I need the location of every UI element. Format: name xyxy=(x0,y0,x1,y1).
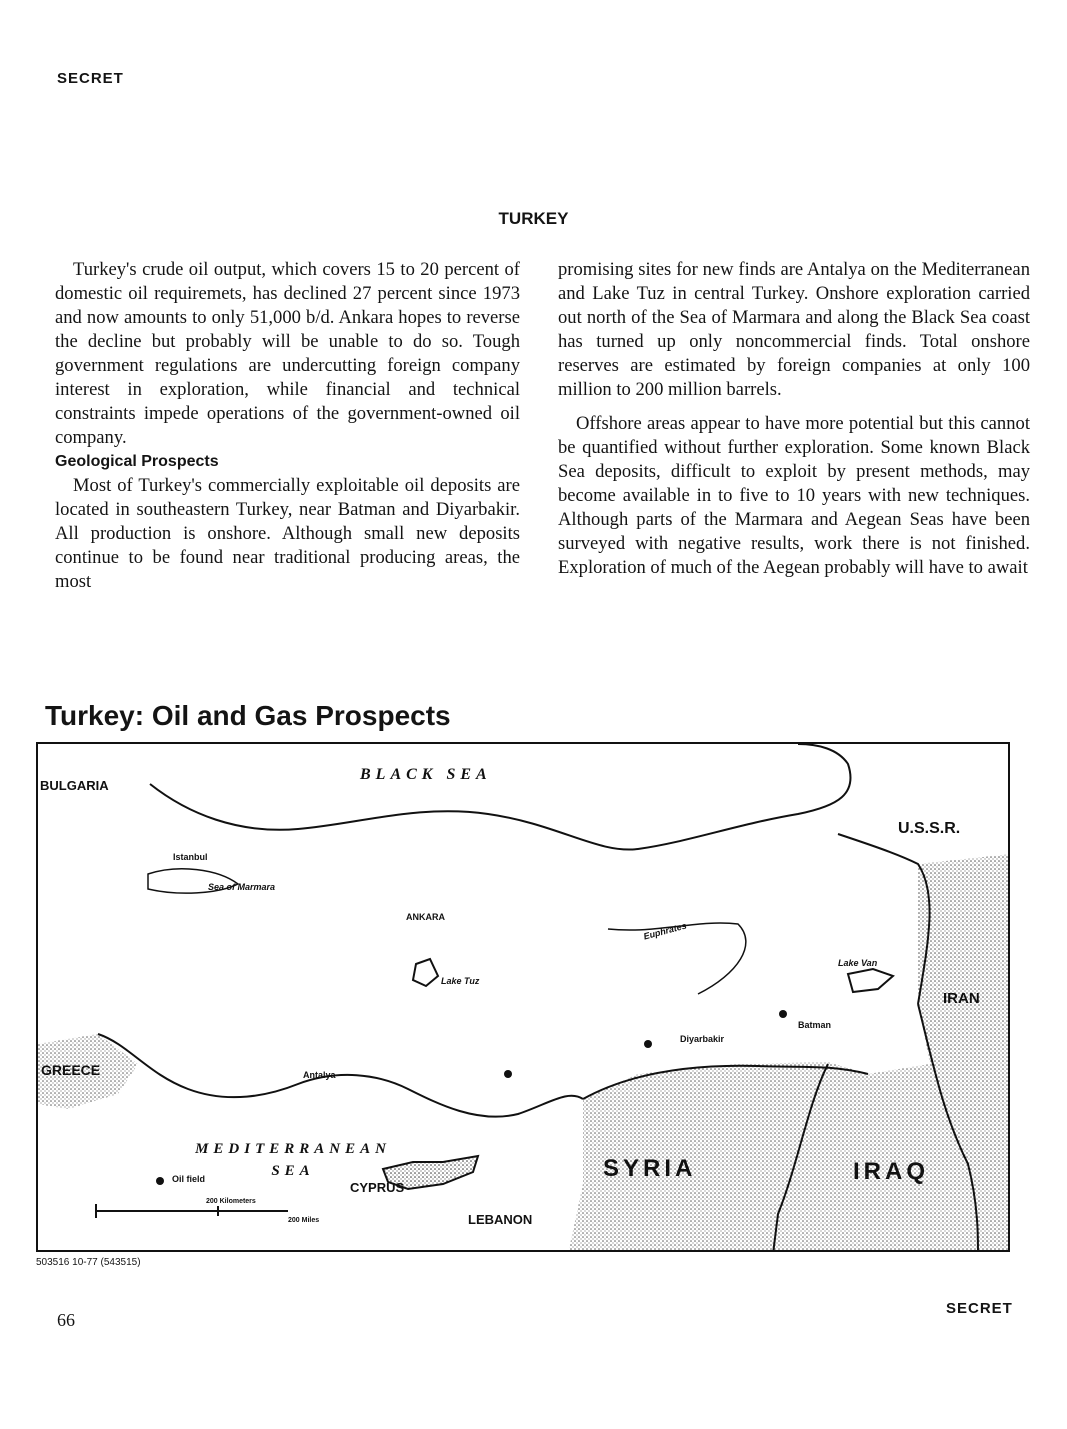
text-column-right xyxy=(558,258,1030,580)
subheading-geological-prospects: Geological Prospects xyxy=(55,453,219,470)
black-sea-coastline xyxy=(150,744,851,850)
oil-field-dot xyxy=(504,1070,512,1078)
label-cyprus: CYPRUS xyxy=(350,1180,405,1195)
label-ankara: ANKARA xyxy=(406,912,445,922)
label-iraq: IRAQ xyxy=(853,1158,929,1185)
label-ussr: U.S.S.R. xyxy=(898,820,961,837)
map-title: Turkey: Oil and Gas Prospects xyxy=(45,700,451,731)
label-euphrates: Euphrates xyxy=(642,920,688,942)
scale-kilometers-label: 200 Kilometers xyxy=(206,1198,256,1205)
paragraph-offshore: Offshore areas appear to have more potential but this cannot be quantified without further exploration. Some known Black Sea deposits, difficult to exploit by present methods, may become available in to five to 10 years with new techniques. Although parts of the Marmara and Aegean Seas have been surveyed with negative results, work there is not finished. Exploration of much of the Aegean probably will have to await xyxy=(558,413,1030,578)
label-istanbul: Istanbul xyxy=(173,852,208,862)
legend-oil-field-label: Oil field xyxy=(172,1174,206,1184)
lake-tuz-shape xyxy=(413,959,438,986)
turkey-oil-gas-map xyxy=(36,742,1010,1252)
scale-miles-label: 200 Miles xyxy=(288,1217,320,1224)
label-black-sea: BLACK SEA xyxy=(360,766,492,783)
label-mediterranean-sea: MEDITERRANEAN SEA xyxy=(195,1141,391,1179)
paragraph-oil-output: Turkey's crude oil output, which covers 15 to 20 percent of domestic oil requiremets, has declined 27 percent since 1973 and now amounts to only 51,000 b/d. Ankara hopes to reverse the decline but probably will be unable to do so. Tough government regulations are undercutting foreign company interest in exploration, while financial and technical constraints impede operations of the government-owned oil company. xyxy=(55,259,520,448)
legend-oil-field-dot xyxy=(156,1177,164,1185)
oil-field-dot xyxy=(779,1010,787,1018)
page-number: 66 xyxy=(57,1310,75,1330)
label-greece: GREECE xyxy=(41,1062,101,1078)
label-antalya: Antalya xyxy=(303,1070,336,1080)
text-column-left xyxy=(55,258,520,594)
label-iran: IRAN xyxy=(943,990,980,1007)
paragraph-promising-sites: promising sites for new finds are Antalya on the Mediterranean and Lake Tuz in central Turkey. Onshore exploration carried out north of the Sea of Marmara and along the Black Sea coast has turned up only noncommercial finds. Total onshore reserves are estimated by foreign companies at only 100 million to 200 million barrels. xyxy=(558,259,1030,400)
lake-van-shape xyxy=(848,969,893,992)
label-sea-of-marmara: Sea of Marmara xyxy=(208,882,276,892)
map-credit-code: 503516 10-77 (543515) xyxy=(36,1257,141,1268)
classification-marking-top: SECRET xyxy=(57,70,124,87)
label-syria: SYRIA xyxy=(603,1155,697,1182)
paragraph-deposits: Most of Turkey's commercially exploitable oil deposits are located in southeastern Turkey, near Batman and Diyarbakir. All production is onshore. Although small new deposits continue to be found near traditional producing areas, the most xyxy=(55,475,520,592)
label-lake-tuz: Lake Tuz xyxy=(441,976,480,986)
label-diyarbakir: Diyarbakir xyxy=(680,1034,725,1044)
label-bulgaria: BULGARIA xyxy=(40,778,109,793)
label-batman: Batman xyxy=(798,1020,832,1030)
section-title: TURKEY xyxy=(498,209,569,228)
euphrates-river xyxy=(608,923,746,994)
label-lebanon: LEBANON xyxy=(468,1212,533,1227)
classification-marking-bottom: SECRET xyxy=(946,1300,1013,1317)
oil-field-dot xyxy=(644,1040,652,1048)
label-lake-van: Lake Van xyxy=(838,958,878,968)
ussr-border xyxy=(838,834,930,1004)
